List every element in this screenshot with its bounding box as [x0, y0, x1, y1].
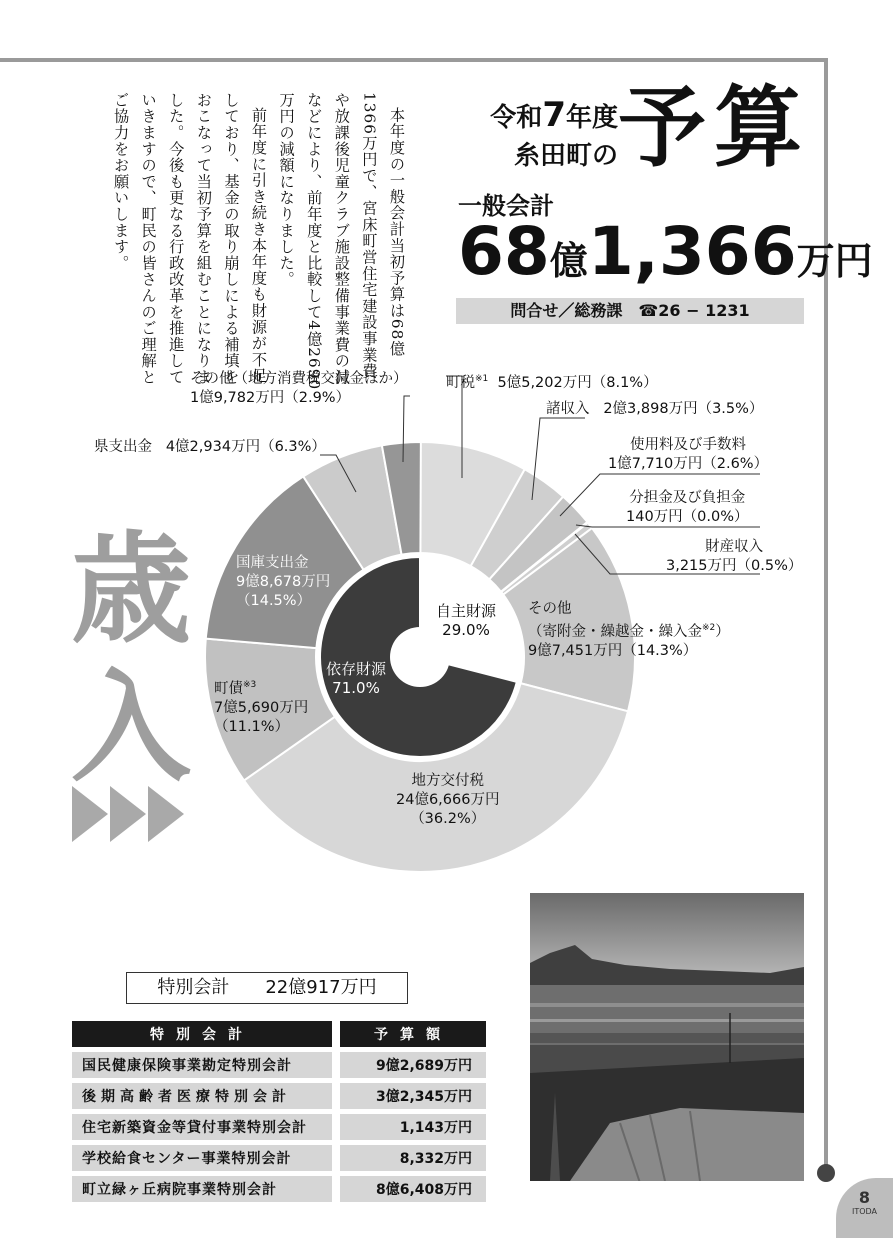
label-town-bond	[214, 676, 308, 737]
label-amount: 9億7,451万円（14.3%）	[528, 642, 698, 659]
label-town-tax	[446, 370, 658, 393]
revenue-title-char: 歳	[71, 521, 191, 660]
label-pct: 71.0%	[332, 679, 380, 697]
label-pct: （14.5%）	[236, 593, 312, 609]
column-header: 予算額	[340, 1021, 486, 1047]
title-town: 糸田町の	[513, 141, 618, 171]
label-dependent-source	[326, 660, 386, 698]
label-own-source	[436, 602, 496, 640]
row-amount: 1,143万円	[340, 1114, 486, 1140]
label-misc-income	[546, 400, 763, 419]
table-row	[72, 1145, 486, 1171]
column-gap	[332, 1114, 340, 1140]
table-header-row	[72, 1021, 486, 1047]
row-name: 後期高齢者医療特別会計	[72, 1083, 332, 1109]
general-account-label: 一般会計	[458, 192, 554, 220]
label-amount: 9億8,678万円	[236, 574, 331, 590]
table-row	[72, 1176, 486, 1202]
label-amount: 5億5,202万円（8.1%）	[497, 374, 658, 391]
row-name: 町立緑ヶ丘病院事業特別会計	[72, 1176, 332, 1202]
table-row	[72, 1083, 486, 1109]
landscape-photo	[530, 893, 804, 1181]
label-name: 自主財源	[436, 602, 497, 620]
special-account-table	[72, 1016, 486, 1207]
title-year-suffix: 年度	[565, 103, 618, 133]
label-share	[626, 489, 749, 527]
label-name: その他	[528, 601, 572, 617]
page-publication: ITODA	[851, 1207, 878, 1216]
column-gap	[332, 1021, 340, 1047]
label-pct: （36.2%）	[410, 811, 486, 827]
label-sub: （寄附金・繰越金・繰入金	[528, 623, 702, 640]
page-number-tab	[836, 1178, 893, 1238]
label-amount: 1億7,710万円（2.6%）	[608, 456, 769, 472]
label-other-own	[528, 600, 730, 661]
special-account-label: 特別会計	[157, 977, 230, 998]
label-note: ※3	[243, 680, 257, 690]
label-other-dependent	[190, 370, 408, 408]
label-local-allocation-tax	[396, 772, 499, 829]
label-national-treasury	[236, 554, 330, 611]
intro-paragraph: 本年度の一般会計当初予算は68億1366万円で、宮床町営住宅建設事業費や放課後児童クラブ施設整備事業費の減などにより、前年度と比較して4億2690万円の減額になりました。	[277, 92, 406, 391]
row-amount: 8,332万円	[340, 1145, 486, 1171]
row-name: 国民健康保険事業勘定特別会計	[72, 1052, 332, 1078]
label-amount: 24億6,666万円	[396, 792, 500, 808]
label-name: その他（地方消費税交付金ほか）	[190, 371, 408, 387]
row-name: 住宅新築資金等貸付事業特別会計	[72, 1114, 332, 1140]
label-fees	[608, 436, 768, 474]
contact-bar: 問合せ／総務課 ☎26 − 1231	[456, 298, 804, 324]
column-gap	[332, 1145, 340, 1171]
table-row	[72, 1114, 486, 1140]
title-era: 令和	[490, 103, 543, 133]
row-amount: 9億2,689万円	[340, 1052, 486, 1078]
page-title: 予算	[618, 76, 811, 179]
special-account-summary	[126, 972, 408, 1004]
label-name: 国庫支出金	[236, 555, 309, 571]
label-amount: 7億5,690万円	[214, 699, 309, 716]
label-property	[666, 538, 802, 576]
label-note: ※1	[475, 374, 489, 384]
label-name: 使用料及び手数料	[630, 437, 747, 453]
row-name: 学校給食センター事業特別会計	[72, 1145, 332, 1171]
amount-unit: 億	[549, 239, 588, 283]
label-name: 分担金及び負担金	[629, 490, 746, 506]
column-gap	[332, 1176, 340, 1202]
amount-part: 1,366	[587, 213, 797, 290]
column-header: 特別会計	[72, 1021, 332, 1047]
intro-paragraph: 前年度に引き続き本年度も財源が不足しており、基金の取り崩しによる補填をおこなって当初予算を組むことになりました。今後も更なる行政改革を推進していきますので、町民の皆さんのご理解とご協力をお願いします。	[112, 92, 269, 386]
row-amount: 8億6,408万円	[340, 1176, 486, 1202]
title-year-number: 7	[542, 95, 566, 135]
label-amount: 3,215万円（0.5%）	[666, 558, 803, 574]
label-pct: 29.0%	[442, 621, 490, 639]
revenue-title-char: 入	[71, 659, 191, 798]
label-name: 依存財源	[326, 660, 387, 678]
amount-unit: 万円	[796, 239, 873, 283]
table-row	[72, 1052, 486, 1078]
label-sub-end: ）	[715, 623, 730, 640]
special-account-total: 22億917万円	[265, 977, 377, 998]
label-name: 地方交付税	[411, 773, 484, 789]
label-name: 財産収入	[705, 539, 764, 555]
column-gap	[332, 1052, 340, 1078]
label-name: 町債	[214, 680, 243, 697]
label-name: 県支出金	[94, 439, 152, 455]
label-amount: 140万円（0.0%）	[626, 509, 749, 525]
row-amount: 3億2,345万円	[340, 1083, 486, 1109]
page-number: 8	[858, 1188, 871, 1207]
amount-part: 68	[458, 213, 550, 290]
label-prefecture	[94, 438, 326, 457]
label-amount: 2億3,898万円（3.5%）	[603, 401, 764, 417]
label-amount: 4億2,934万円（6.3%）	[165, 439, 326, 455]
label-pct: （11.1%）	[214, 718, 290, 735]
column-gap	[332, 1083, 340, 1109]
label-amount: 1億9,782万円（2.9%）	[190, 390, 351, 406]
label-note: ※2	[702, 623, 716, 633]
label-name: 諸収入	[546, 401, 590, 417]
label-name: 町税	[446, 374, 475, 391]
